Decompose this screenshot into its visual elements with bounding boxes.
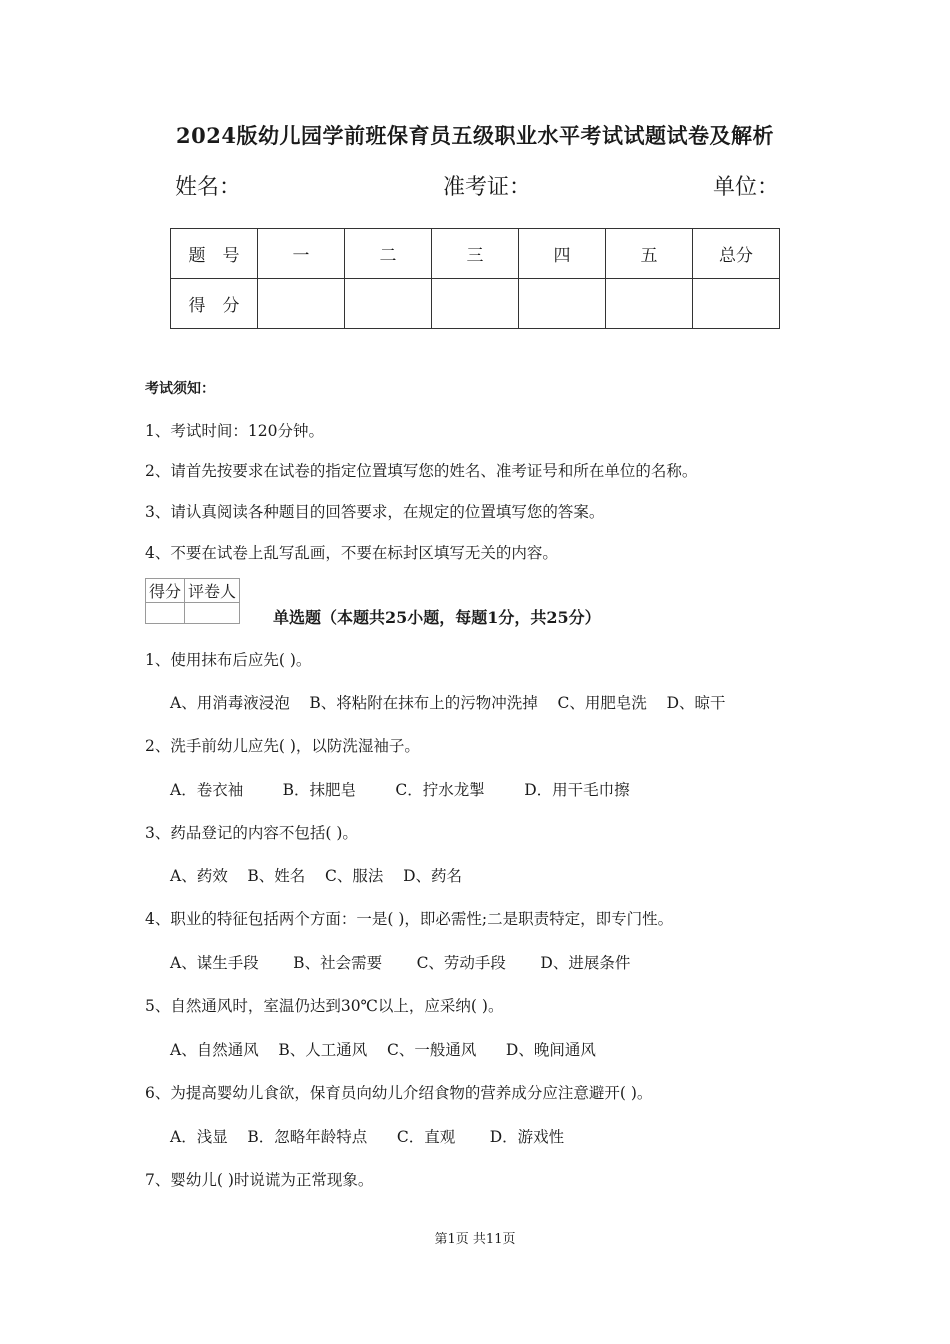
question-text: 6、为提高婴幼儿食欲，保育员向幼儿介绍食物的营养成分应注意避开( )。 [145, 1084, 653, 1102]
grader-label: 评卷人 [185, 579, 240, 603]
score-table-header-cell: 一 [258, 229, 345, 279]
score-table-header-cell: 四 [519, 229, 606, 279]
question-text: 1、使用抹布后应先( )。 [145, 651, 312, 669]
notice-heading: 考试须知： [145, 381, 215, 397]
grader-table [145, 578, 240, 624]
question-options: A．卷衣袖 B．抹肥皂 C．拧水龙掣 D．用干毛巾擦 [170, 781, 630, 799]
page-title: 2024版幼儿园学前班保育员五级职业水平考试试题试卷及解析 [176, 123, 774, 148]
notice-item: 1、考试时间：120分钟。 [145, 422, 324, 440]
score-input-cell[interactable] [258, 279, 345, 329]
score-table-header-cell: 五 [606, 229, 693, 279]
grader-score-label: 得分 [146, 579, 185, 603]
question-options: A、谋生手段 B、社会需要 C、劳动手段 D、进展条件 [170, 954, 631, 972]
question-text: 2、洗手前幼儿应先( )，以防洗湿袖子。 [145, 737, 420, 755]
score-table-header-cell: 总分 [693, 229, 780, 279]
question-text: 5、自然通风时，室温仍达到30℃以上，应采纳( )。 [145, 997, 504, 1015]
grader-name-cell[interactable] [185, 603, 240, 624]
score-input-cell[interactable] [432, 279, 519, 329]
score-table-header-row [171, 229, 780, 279]
notice-item: 2、请首先按要求在试卷的指定位置填写您的姓名、准考证号和所在单位的名称。 [145, 462, 698, 480]
candidate-info-row [175, 170, 780, 202]
name-label: 姓名： [175, 175, 242, 200]
grader-score-cell[interactable] [146, 603, 185, 624]
question-options: A、自然通风 B、人工通风 C、一般通风 D、晚间通风 [170, 1041, 596, 1059]
notice-item: 3、请认真阅读各种题目的回答要求，在规定的位置填写您的答案。 [145, 503, 605, 521]
score-input-cell[interactable] [606, 279, 693, 329]
notice-item: 4、不要在试卷上乱写乱画，不要在标封区填写无关的内容。 [145, 544, 558, 562]
unit-label: 单位： [713, 175, 780, 200]
score-input-cell[interactable] [693, 279, 780, 329]
question-options: A．浅显 B．忽略年龄特点 C．直观 D．游戏性 [170, 1128, 565, 1146]
score-row-label: 得 分 [171, 279, 258, 329]
score-table-header-cell: 三 [432, 229, 519, 279]
page-footer: 第1页 共11页 [434, 1232, 516, 1247]
score-table-header-cell: 二 [345, 229, 432, 279]
section-heading: 单选题（本题共25小题，每题1分，共25分） [273, 608, 601, 627]
question-options: A、用消毒液浸泡 B、将粘附在抹布上的污物冲洗掉 C、用肥皂洗 D、晾干 [170, 694, 726, 712]
score-table-header-cell: 题 号 [171, 229, 258, 279]
score-table-score-row [171, 279, 780, 329]
score-input-cell[interactable] [519, 279, 606, 329]
question-options: A、药效 B、姓名 C、服法 D、药名 [170, 867, 462, 885]
question-text: 7、婴幼儿( )时说谎为正常现象。 [145, 1171, 374, 1189]
question-text: 3、药品登记的内容不包括( )。 [145, 824, 358, 842]
exam-id-label: 准考证： [443, 175, 532, 200]
score-input-cell[interactable] [345, 279, 432, 329]
score-table [170, 228, 780, 329]
question-text: 4、职业的特征包括两个方面：一是( )，即必需性;二是职责特定，即专门性。 [145, 910, 674, 928]
